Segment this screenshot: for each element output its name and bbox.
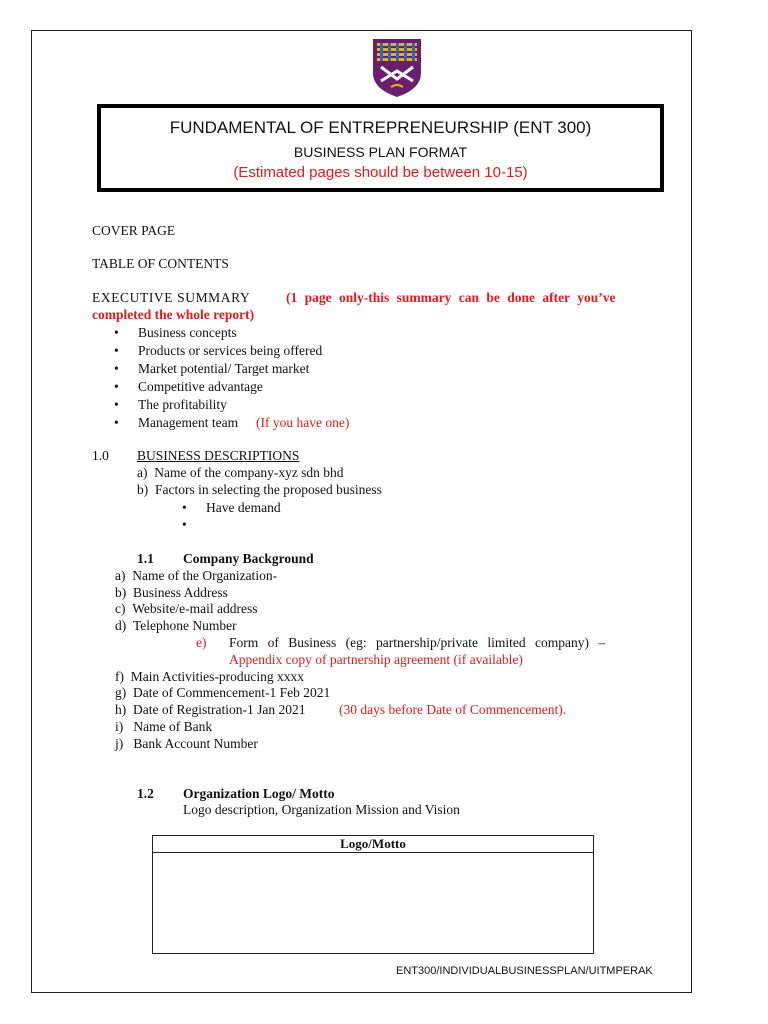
document-title: FUNDAMENTAL OF ENTREPRENEURSHIP (ENT 300)	[169, 118, 592, 137]
page-footer: ENT300/INDIVIDUALBUSINESSPLAN/UITMPERAK	[396, 965, 653, 977]
section-1-1-number: 1.1	[137, 551, 154, 566]
university-crest-logo	[371, 37, 423, 99]
executive-summary-note-line2: completed the whole report)	[92, 307, 255, 322]
background-item-e-line2: Appendix copy of partnership agreement (if available)	[229, 652, 523, 667]
background-item-h-note: (30 days before Date of Commencement).	[339, 702, 567, 717]
section-1-title: BUSINESS DESCRIPTIONS	[137, 448, 300, 463]
table-of-contents-heading: TABLE OF CONTENTS	[92, 256, 229, 271]
list-item: • Products or services being offered	[138, 342, 322, 359]
executive-summary-heading: EXECUTIVE SUMMARY	[92, 290, 251, 305]
background-item-a: a) Name of the Organization-	[115, 568, 278, 583]
section-1-1-title: Company Background	[183, 551, 314, 566]
list-item: • Management team	[138, 414, 238, 431]
cover-page-heading: COVER PAGE	[92, 223, 176, 238]
section-1-2-description: Logo description, Organization Mission and Vision	[183, 802, 460, 817]
background-item-j: j) Bank Account Number	[115, 736, 258, 751]
background-item-e-line1: Form of Business (eg: partnership/private limited company) –	[229, 635, 606, 650]
list-item: • Have demand	[206, 499, 281, 516]
background-item-f: f) Main Activities-producing xxxx	[115, 669, 304, 684]
background-item-b: b) Business Address	[115, 585, 228, 600]
list-item: • Competitive advantage	[138, 378, 263, 395]
background-item-e-label: e)	[196, 635, 207, 650]
list-item: • The profitability	[138, 396, 227, 413]
section-1-item-b: b) Factors in selecting the proposed business	[137, 482, 382, 497]
section-1-2-title: Organization Logo/ Motto	[183, 786, 335, 801]
background-item-c: c) Website/e-mail address	[115, 601, 258, 616]
logo-motto-table	[152, 835, 594, 954]
section-1-number: 1.0	[92, 448, 109, 463]
logo-motto-table-header: Logo/Motto	[153, 836, 593, 853]
background-item-i: i) Name of Bank	[115, 719, 213, 734]
document-subtitle: BUSINESS PLAN FORMAT	[293, 144, 468, 160]
background-item-h: h) Date of Registration-1 Jan 2021	[115, 702, 306, 717]
background-item-g: g) Date of Commencement-1 Feb 2021	[115, 685, 331, 700]
page-estimate-note: (Estimated pages should be between 10-15)	[233, 164, 528, 181]
section-1-item-a: a) Name of the company-xyz sdn bhd	[137, 465, 344, 480]
section-1-2-number: 1.2	[137, 786, 154, 801]
management-team-note: (If you have one)	[256, 415, 350, 430]
list-item: • Business concepts	[138, 324, 237, 341]
title-box	[97, 104, 664, 192]
list-item: • Market potential/ Target market	[138, 360, 309, 377]
background-item-d: d) Telephone Number	[115, 618, 237, 633]
executive-summary-note-line1: (1 page only-this summary can be done after you’ve	[286, 290, 616, 305]
